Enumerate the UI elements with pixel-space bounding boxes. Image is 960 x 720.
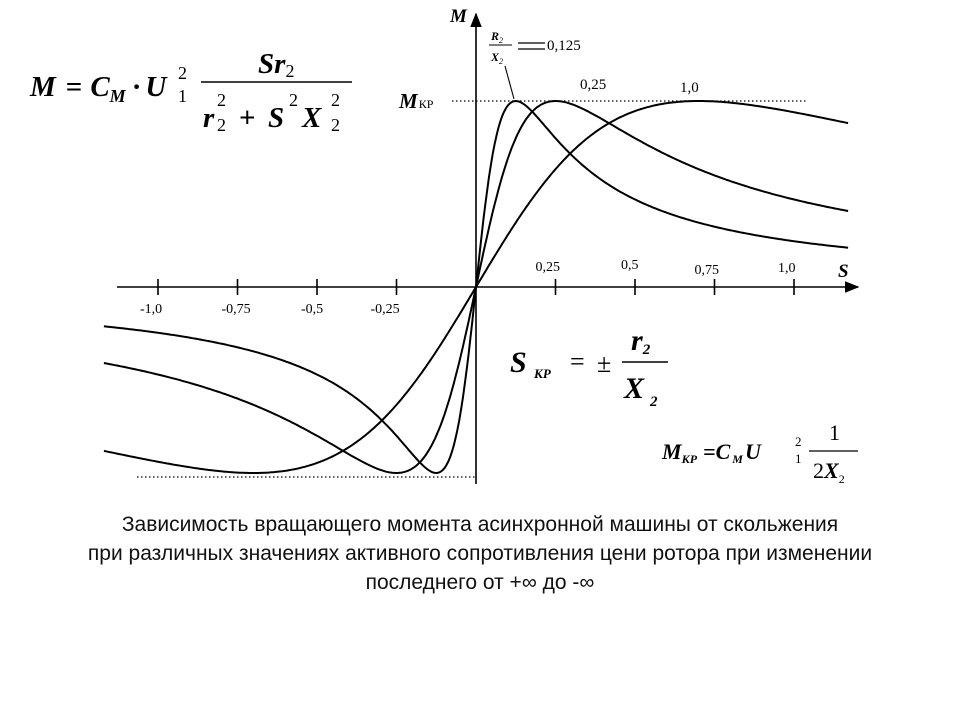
ratio-label	[489, 29, 581, 99]
svg-text:2: 2	[795, 434, 802, 449]
svg-text:КР: КР	[534, 366, 551, 381]
svg-text:Sr2: Sr2	[258, 48, 295, 81]
svg-text:2X2: $2X_2$	[813, 458, 845, 486]
y-axis-title: M	[450, 6, 467, 27]
svg-text:X2: X $_2$	[624, 372, 658, 410]
svg-text:R2: $R_2$	[491, 29, 504, 45]
x-tick-label: -0,75	[221, 302, 251, 317]
x-tick-label: 1,0	[778, 261, 796, 276]
series-label-1-0: 1,0	[680, 80, 699, 96]
svg-text:2: 2	[217, 90, 226, 110]
svg-text:M=CM·U: $M = C_M \cdot U$	[30, 71, 167, 106]
svg-text:MКР=CМU: MКР =C МU	[662, 439, 761, 466]
svg-text:r2: r2	[631, 324, 651, 358]
caption-line-3: последнего от +∞ до -∞	[365, 571, 595, 594]
svg-text:r: r	[203, 102, 215, 134]
figure-caption	[0, 510, 960, 597]
svg-text:S: S	[268, 102, 285, 134]
svg-text:X2: $X_2$	[491, 50, 504, 66]
series-label-0-25: 0,25	[580, 77, 607, 93]
x-tick-label: 0,75	[694, 263, 719, 278]
svg-text:X: X	[302, 102, 322, 134]
caption-line-2: при различных значениях активного сопротивления цени ротора при изменении	[87, 542, 873, 565]
x-tick-label: 0,25	[535, 260, 560, 275]
svg-text:1: 1	[795, 451, 802, 466]
critical-slip-formula	[510, 324, 668, 410]
x-axis-title: S	[838, 261, 849, 282]
svg-text:2: 2	[331, 115, 340, 135]
svg-text:2: 2	[217, 115, 226, 135]
svg-text:=: =	[570, 347, 585, 376]
svg-text:±: ±	[597, 349, 612, 378]
svg-text:2: 2	[178, 63, 187, 83]
x-tick-label: -0,25	[370, 302, 400, 317]
caption-line-1: Зависимость вращающего момента асинхронной машины от скольжения	[121, 513, 839, 536]
svg-text:1: 1	[178, 86, 187, 106]
svg-text:+: +	[239, 102, 256, 134]
x-tick-label: 0,5	[621, 258, 639, 273]
critical-torque-formula	[661, 420, 858, 486]
svg-text:0,125: 0,125	[547, 38, 581, 54]
torque-formula	[29, 48, 352, 135]
svg-text:2: 2	[331, 90, 340, 110]
x-tick-label: -1,0	[140, 302, 163, 317]
mkr-label: MКР	[399, 89, 434, 113]
svg-text:2: 2	[289, 90, 298, 110]
x-tick-label: -0,5	[301, 302, 324, 317]
svg-text:1: 1	[829, 420, 840, 445]
svg-text:S: S	[510, 346, 527, 379]
